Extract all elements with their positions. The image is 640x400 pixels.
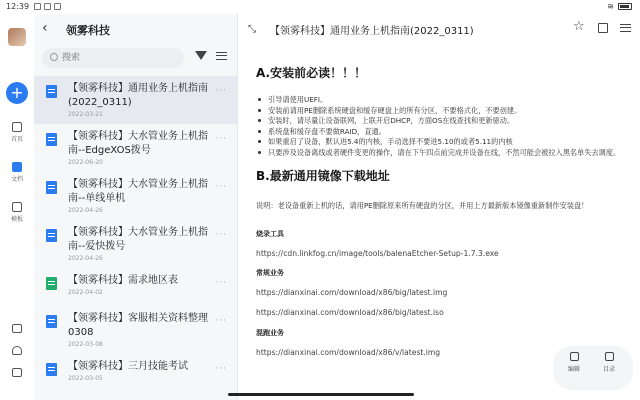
toc-button[interactable] — [594, 352, 624, 373]
doc-icon — [46, 315, 57, 328]
list-item-title: 【领雾科技】三月技能考试 — [68, 361, 188, 372]
document-list — [34, 76, 237, 392]
wifi-icon: ≋ — [607, 2, 614, 11]
notification-icon — [34, 3, 41, 10]
bullet-item: 安装时，请尽量让设备联网，上联开启DHCP，方面OS在线查找和更新驱动。 — [256, 116, 628, 127]
list-item-title: 【领雾科技】客服相关资料整理0308 — [68, 313, 208, 338]
more-icon[interactable]: ··· — [215, 278, 227, 288]
doc-icon — [46, 181, 57, 194]
doc-icon — [46, 133, 57, 146]
document-icon — [12, 162, 22, 172]
list-item[interactable] — [34, 354, 237, 392]
more-icon[interactable]: ··· — [215, 182, 227, 192]
sidebar-toggle-icon[interactable] — [12, 368, 22, 377]
search-input[interactable] — [62, 51, 172, 65]
list-header — [34, 14, 237, 46]
rail-item-home[interactable] — [0, 122, 34, 143]
document-content — [256, 64, 628, 357]
bullet-item: 如果重启了设备，默认进5.4的内核，手动选择不要进5.10的或者5.11的内核 — [256, 137, 628, 148]
list-item-title: 【领雾科技】大水管业务上机指南--爱快拨号 — [68, 227, 208, 252]
sheet-icon — [46, 277, 57, 290]
more-icon[interactable]: ··· — [215, 86, 227, 96]
edit-label: 编辑 — [567, 366, 580, 373]
edit-button[interactable] — [559, 352, 589, 373]
filter-icon[interactable] — [195, 51, 207, 60]
doc-icon — [46, 85, 57, 98]
template-icon — [12, 202, 22, 212]
list-item[interactable] — [34, 76, 237, 124]
notification-icon — [54, 3, 61, 10]
notification-icons — [34, 3, 61, 10]
subheading-flash-tool: 烧录工具 — [256, 229, 284, 238]
star-icon[interactable]: ☆ — [573, 19, 585, 34]
battery-icon — [618, 3, 632, 10]
download-link[interactable]: https://cdn.linkfog.cn/image/tools/balenaEtcher-Setup-1.7.3.exe — [256, 248, 499, 258]
bullet-item: 系统盘和缓存盘不要做RAID，直通。 — [256, 127, 628, 138]
bullet-item: 只要涉及设备离线或者硬件变更的操作，请在下午四点前完成并设备在线，不然可能会被拉入黑名单失去调度。 — [256, 148, 628, 159]
back-icon[interactable]: ‹ — [42, 20, 48, 36]
more-icon[interactable]: ··· — [215, 230, 227, 240]
list-item-date: 2022-04-26 — [68, 207, 103, 214]
list-item-date: 2022-03-21 — [68, 111, 103, 118]
subheading-regular: 常规业务 — [256, 268, 284, 277]
document-list-panel — [34, 14, 237, 400]
rail-home-label: 首页 — [10, 136, 23, 143]
section-heading-b: B.最新通用镜像下载地址 — [256, 168, 390, 183]
status-time: 12:39 — [6, 2, 30, 11]
list-icon — [605, 352, 614, 361]
rail-docs-label: 文档 — [10, 176, 23, 183]
folder-icon[interactable] — [12, 324, 22, 333]
search-icon — [50, 53, 58, 61]
document-pane — [238, 14, 640, 400]
status-bar — [0, 0, 640, 14]
subheading-mixed: 混跑业务 — [256, 328, 284, 337]
home-icon — [12, 122, 22, 132]
download-link[interactable]: https://dianxinai.com/download/x86/v/latest.img — [256, 347, 441, 357]
notification-icon — [44, 3, 51, 10]
pencil-icon — [570, 352, 579, 361]
bullet-list — [256, 95, 628, 159]
list-item-title: 【领雾科技】大水管业务上机指南--单线单机 — [68, 179, 208, 204]
rail-item-templates[interactable] — [0, 202, 34, 223]
document-menu-icon[interactable] — [620, 24, 631, 32]
system-icons — [607, 2, 632, 11]
list-item-date: 2022-04-02 — [68, 289, 103, 296]
home-indicator[interactable] — [228, 393, 414, 396]
doc-icon — [46, 363, 57, 376]
list-item-date: 2022-04-26 — [68, 255, 103, 262]
list-title: 领雾科技 — [66, 24, 110, 37]
list-item[interactable] — [34, 172, 237, 220]
list-item-title: 【领雾科技】需求地区表 — [68, 275, 178, 286]
list-item[interactable] — [34, 220, 237, 268]
list-item-date: 2022-03-08 — [68, 341, 103, 348]
download-link[interactable]: https://dianxinai.com/download/x86/big/latest.img — [256, 287, 448, 297]
expand-icon[interactable]: ⤡ — [248, 24, 256, 35]
section-heading-a: A.安装前必读！！！ — [256, 66, 367, 80]
list-item[interactable] — [34, 268, 237, 306]
bullet-item: 引导请使用UEFI。 — [256, 95, 628, 106]
note-paragraph: 说明：老设备重新上机的话，请用PE删除原来所有硬盘的分区，并用上方最新版本镜像重新制作安装盘！ — [256, 200, 589, 210]
list-item-title: 【领雾科技】通用业务上机指南(2022_0311) — [68, 83, 208, 108]
add-button[interactable]: + — [6, 82, 28, 104]
search-box[interactable] — [42, 48, 184, 68]
doc-icon — [46, 229, 57, 242]
more-icon[interactable]: ··· — [215, 364, 227, 374]
toc-label: 目录 — [602, 366, 615, 373]
list-item-date: 2022-03-05 — [68, 375, 103, 382]
document-title: 【领雾科技】通用业务上机指南(2022_0311) — [270, 26, 474, 37]
list-item[interactable] — [34, 124, 237, 172]
more-icon[interactable]: ··· — [215, 316, 227, 326]
list-item[interactable] — [34, 306, 237, 354]
list-item-title: 【领雾科技】大水管业务上机指南--EdgeXOS拨号 — [68, 131, 208, 156]
more-icon[interactable]: ··· — [215, 134, 227, 144]
list-item-date: 2022-06-20 — [68, 159, 103, 166]
rail-item-docs[interactable] — [0, 162, 34, 183]
avatar[interactable] — [8, 28, 26, 46]
rail-templates-label: 模板 — [10, 216, 23, 223]
bell-icon[interactable] — [12, 346, 22, 355]
share-icon[interactable] — [598, 23, 608, 33]
bullet-item: 安装前请用PE删除系统硬盘和缓存硬盘上的所有分区，不要格式化，不要创建。 — [256, 106, 628, 117]
download-link[interactable]: https://dianxinai.com/download/x86/big/latest.iso — [256, 307, 444, 317]
list-menu-icon[interactable] — [216, 52, 227, 60]
left-rail — [0, 14, 34, 400]
